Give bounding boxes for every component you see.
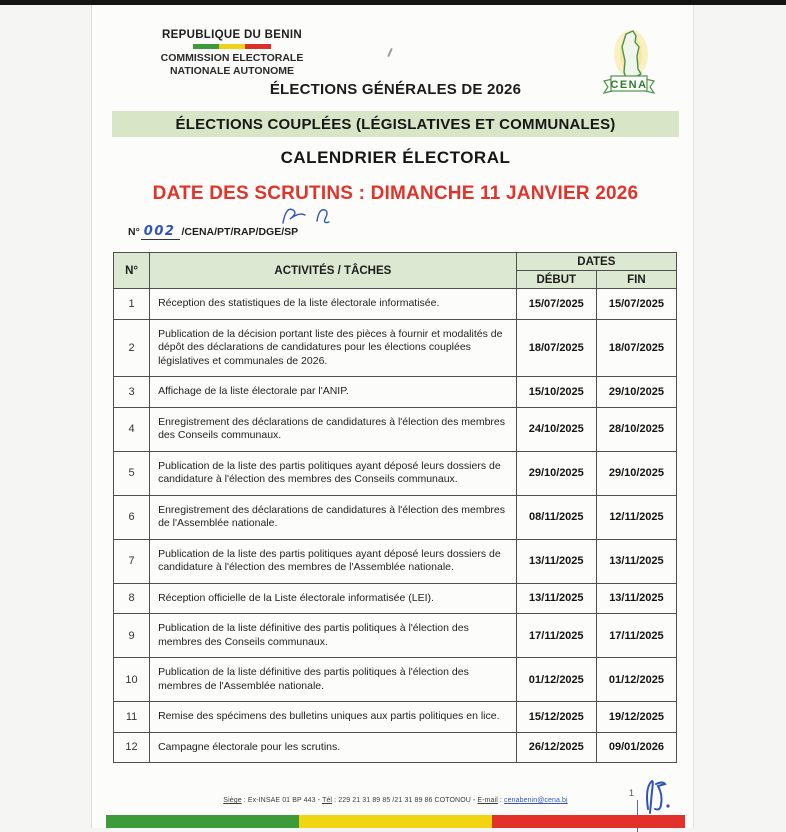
col-header-fin: FIN	[596, 271, 676, 289]
row-date-fin: 15/07/2025	[596, 289, 676, 320]
row-date-debut: 13/11/2025	[516, 539, 596, 583]
row-activity: Remise des spécimens des bulletins uniques aux partis politiques en lice.	[150, 702, 517, 733]
table-row	[114, 539, 677, 583]
row-date-fin: 12/11/2025	[596, 495, 676, 539]
row-number: 6	[114, 495, 150, 539]
row-date-fin: 09/01/2026	[596, 732, 676, 763]
footer-tel-label: Tél	[322, 797, 333, 804]
flag-red-segment	[492, 815, 685, 828]
row-date-debut: 18/07/2025	[516, 319, 596, 377]
title-elections-generales: ÉLECTIONS GÉNÉRALES DE 2026	[269, 81, 522, 98]
footer-tel-value: : 229 21 31 89 85 /21 31 89 86 COTONOU -	[332, 797, 478, 804]
republic-title: REPUBLIQUE DU BENIN	[162, 29, 302, 41]
row-number: 5	[114, 451, 150, 495]
row-date-debut: 29/10/2025	[516, 451, 596, 495]
letterhead	[126, 29, 338, 78]
table-row	[114, 319, 677, 377]
handwritten-number: 002	[141, 224, 181, 240]
row-date-debut: 08/11/2025	[516, 495, 596, 539]
row-number: 3	[114, 377, 150, 408]
reference-suffix: /CENA/PT/RAP/DGE/SP	[181, 226, 299, 238]
document-page	[91, 5, 694, 828]
row-number: 2	[114, 319, 150, 377]
row-date-fin: 13/11/2025	[596, 583, 676, 614]
email-link[interactable]: cenabenin@cena.bj	[504, 797, 568, 804]
row-number: 4	[114, 407, 150, 451]
commission-line-1: COMMISSION ELECTORALE	[160, 52, 304, 64]
row-date-fin: 19/12/2025	[596, 702, 676, 733]
row-activity: Affichage de la liste électorale par l'ANIP.	[150, 377, 517, 408]
row-date-debut: 13/11/2025	[516, 583, 596, 614]
table-row	[114, 451, 677, 495]
row-activity: Campagne électorale pour les scrutins.	[150, 732, 517, 763]
footer-email-label: E-mail	[477, 797, 498, 804]
row-activity: Enregistrement des déclarations de candidatures à l'élection des membres des Conseils communaux.	[150, 407, 517, 451]
table-row	[114, 732, 677, 763]
row-date-debut: 26/12/2025	[516, 732, 596, 763]
table-row	[114, 407, 677, 451]
row-date-debut: 24/10/2025	[516, 407, 596, 451]
col-header-dates: DATES	[516, 253, 676, 271]
flag-green-segment	[193, 44, 219, 49]
row-date-debut: 01/12/2025	[516, 658, 596, 702]
row-date-fin: 29/10/2025	[596, 451, 676, 495]
table-row	[114, 495, 677, 539]
table-row	[114, 702, 677, 733]
row-activity: Publication de la liste définitive des partis politiques à l'élection des membres des Conseils communaux.	[150, 614, 517, 658]
row-date-debut: 15/07/2025	[516, 289, 596, 320]
benin-flag-band	[106, 815, 685, 828]
row-activity: Réception des statistiques de la liste électorale informatisée.	[150, 289, 517, 320]
reference-line	[128, 224, 298, 239]
row-number: 11	[114, 702, 150, 733]
row-number: 7	[114, 539, 150, 583]
row-date-debut: 15/12/2025	[516, 702, 596, 733]
flag-green-segment	[106, 815, 299, 828]
handwritten-initials	[275, 201, 339, 229]
row-date-fin: 01/12/2025	[596, 658, 676, 702]
row-number: 10	[114, 658, 150, 702]
title-elections-couplees: ÉLECTIONS COUPLÉES (LÉGISLATIVES ET COMMUNALES)	[112, 111, 679, 137]
row-number: 9	[114, 614, 150, 658]
commission-line-2: NATIONALE AUTONOME	[169, 65, 295, 77]
row-date-fin: 29/10/2025	[596, 377, 676, 408]
col-header-activities: ACTIVITÉS / TÂCHES	[150, 253, 517, 289]
flag-yellow-segment	[219, 44, 245, 49]
cena-logo-label: CENA	[610, 79, 648, 91]
table-row	[114, 289, 677, 320]
table-row	[114, 377, 677, 408]
row-number: 8	[114, 583, 150, 614]
row-date-debut: 17/11/2025	[516, 614, 596, 658]
flag-yellow-segment	[299, 815, 492, 828]
row-date-fin: 17/11/2025	[596, 614, 676, 658]
row-activity: Réception officielle de la Liste électorale informatisée (LEI).	[150, 583, 517, 614]
table-row	[114, 614, 677, 658]
row-activity: Publication de la liste des partis politiques ayant déposé leurs dossiers de candidature à l'élection des membres des Conseils communaux.	[150, 451, 517, 495]
footer-email-sep: :	[497, 797, 504, 804]
electoral-calendar-table	[113, 252, 677, 763]
page-number: 1	[629, 788, 635, 798]
row-activity: Publication de la liste définitive des partis politiques à l'élection des membres de l'Assemblée nationale.	[150, 658, 517, 702]
table-row	[114, 658, 677, 702]
row-date-debut: 15/10/2025	[516, 377, 596, 408]
row-number: 12	[114, 732, 150, 763]
benin-flag-mini	[193, 44, 271, 49]
footer-siege-label: Siège	[223, 797, 242, 804]
row-activity: Publication de la décision portant liste des pièces à fournir et modalités de dépôt des déclarations de candidatures pour les élections couplées législatives et communales de 2026.	[150, 319, 517, 377]
footer-contact-line	[113, 797, 678, 804]
row-activity: Enregistrement des déclarations de candidatures à l'élection des membres de l'Assemblée nationale.	[150, 495, 517, 539]
table-row	[114, 583, 677, 614]
handwritten-paraph	[640, 775, 672, 817]
row-date-fin: 28/10/2025	[596, 407, 676, 451]
row-date-fin: 13/11/2025	[596, 539, 676, 583]
reference-prefix: N°	[128, 226, 140, 238]
title-date-scrutins: DATE DES SCRUTINS : DIMANCHE 11 JANVIER 2026	[152, 183, 639, 204]
row-date-fin: 18/07/2025	[596, 319, 676, 377]
pen-mark	[387, 48, 392, 57]
col-header-num: N°	[114, 253, 150, 289]
flag-red-segment	[245, 44, 271, 49]
footer-siege-value: : Ex-INSAE 01 BP 443 -	[241, 797, 323, 804]
row-activity: Publication de la liste des partis politiques ayant déposé leurs dossiers de candidature à l'élection des membres de l'Assemblée nationale.	[150, 539, 517, 583]
col-header-debut: DÉBUT	[516, 271, 596, 289]
title-calendrier: CALENDRIER ÉLECTORAL	[280, 148, 511, 167]
row-number: 1	[114, 289, 150, 320]
